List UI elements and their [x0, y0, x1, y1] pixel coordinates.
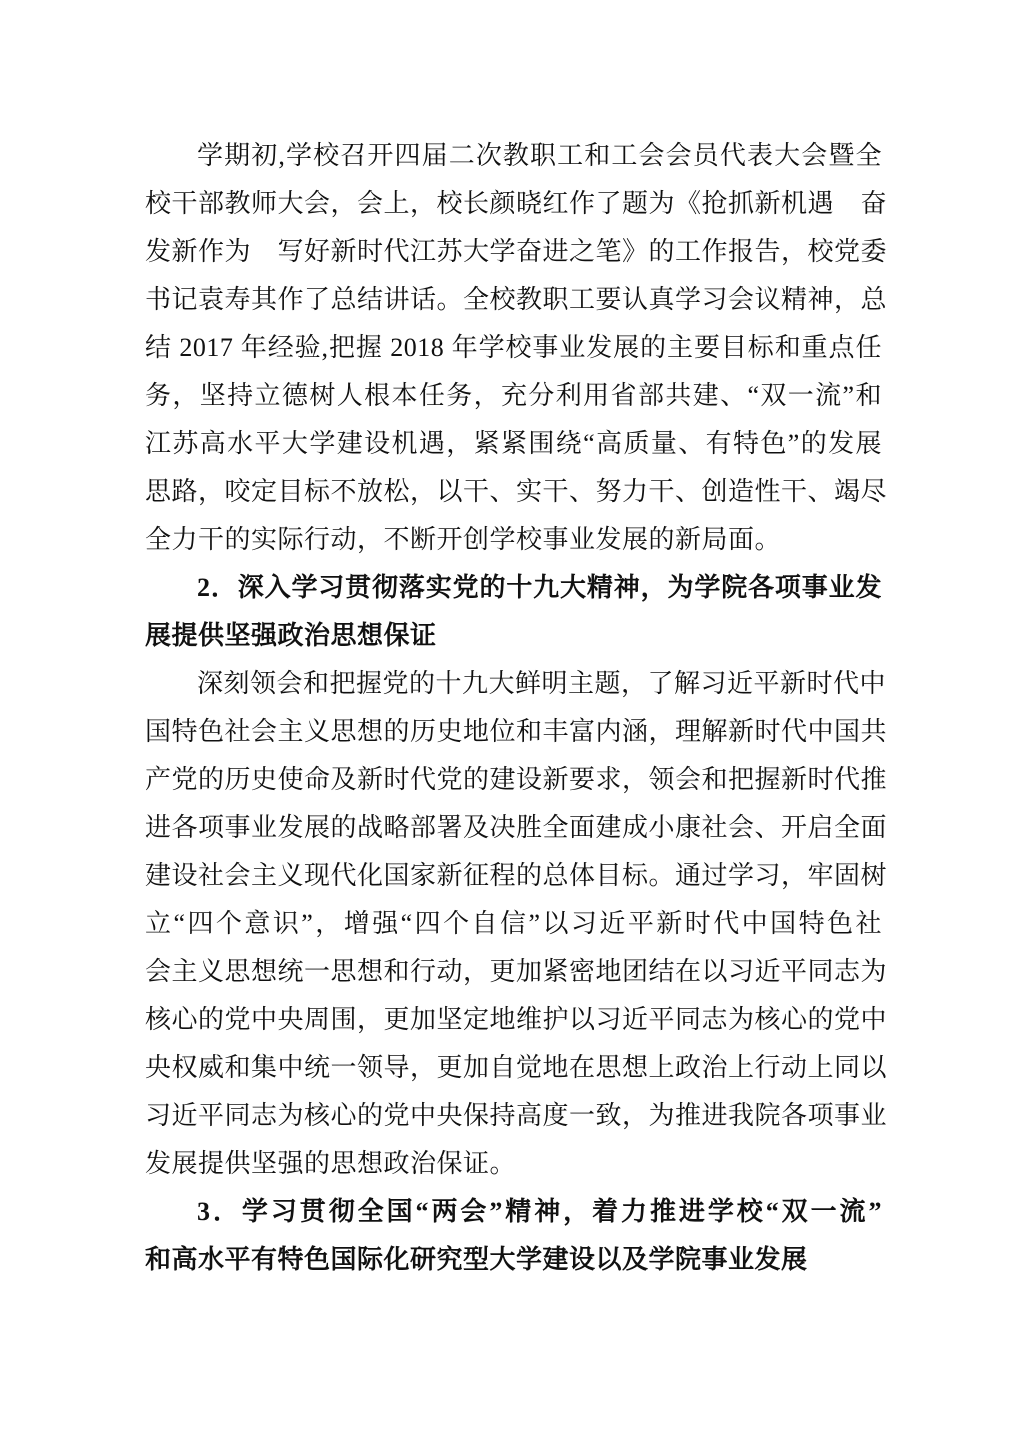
text-line: 校干部教师大会，会上，校长颜晓红作了题为《抢抓新机遇 奋: [145, 189, 888, 218]
text-line: 深刻领会和把握党的十九大鲜明主题，了解习近平新时代中: [197, 669, 887, 698]
text-line: 核心的党中央周围，更加坚定地维护以习近平同志为核心的党中: [145, 1005, 888, 1034]
text-line: 书记袁寿其作了总结讲话。全校教职工要认真学习会议精神，总: [145, 285, 888, 314]
paragraph-19th-congress: [145, 660, 888, 1188]
document-body: [145, 132, 888, 1284]
text-line: 全力干的实际行动，不断开创学校事业发展的新局面。: [145, 525, 782, 554]
text-line: 展提供坚强政治思想保证: [145, 621, 437, 650]
text-line: 学期初,学校召开四届二次教职工和工会会员代表大会暨全: [197, 141, 882, 170]
text-line: 结 2017 年经验,把握 2018 年学校事业发展的主要目标和重点任: [145, 333, 882, 362]
text-line: 发新作为 写好新时代江苏大学奋进之笔》的工作报告，校党委: [145, 237, 888, 266]
paragraph-school-meeting: [145, 132, 888, 564]
text-line: 进各项事业发展的战略部署及决胜全面建成小康社会、开启全面: [145, 813, 888, 842]
text-line: 3．学习贯彻全国“两会”精神，着力推进学校“双一流”: [197, 1197, 882, 1226]
text-line: 国特色社会主义思想的历史地位和丰富内涵，理解新时代中国共: [145, 717, 888, 746]
text-line: 思路，咬定目标不放松，以干、实干、努力干、创造性干、竭尽: [145, 477, 888, 506]
text-line: 立“四个意识”，增强“四个自信”以习近平新时代中国特色社: [145, 909, 882, 938]
text-line: 会主义思想统一思想和行动，更加紧密地团结在以习近平同志为: [145, 957, 888, 986]
text-line: 产党的历史使命及新时代党的建设新要求，领会和把握新时代推: [145, 765, 888, 794]
text-line: 建设社会主义现代化国家新征程的总体目标。通过学习，牢固树: [145, 861, 888, 890]
text-line: 江苏高水平大学建设机遇，紧紧围绕“高质量、有特色”的发展: [145, 429, 882, 458]
text-line: 2．深入学习贯彻落实党的十九大精神，为学院各项事业发: [197, 573, 882, 602]
text-line: 发展提供坚强的思想政治保证。: [145, 1149, 517, 1178]
text-line: 习近平同志为核心的党中央保持高度一致，为推进我院各项事业: [145, 1101, 888, 1130]
heading-section-2: [145, 564, 882, 660]
heading-section-3: [145, 1188, 882, 1284]
text-line: 务，坚持立德树人根本任务，充分利用省部共建、“双一流”和: [145, 381, 882, 410]
text-line: 央权威和集中统一领导，更加自觉地在思想上政治上行动上同以: [145, 1053, 888, 1082]
text-line: 和高水平有特色国际化研究型大学建设以及学院事业发展: [145, 1245, 808, 1274]
